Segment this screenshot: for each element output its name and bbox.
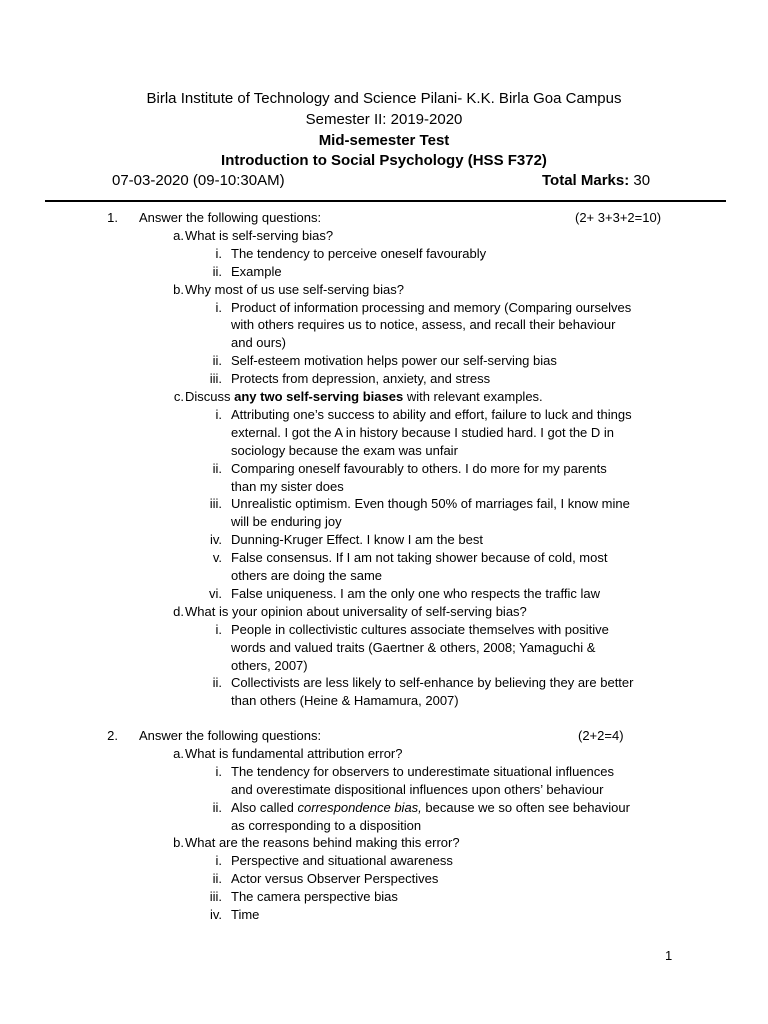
answer-line: with others requires us to notice, assess, and recall their behaviour: [231, 317, 616, 333]
answer-line: words and valued traits (Gaertner & others, 2008; Yamaguchi &: [231, 639, 596, 655]
answer-line: People in collectivistic cultures associate themselves with positive: [231, 621, 609, 637]
answer-line: as corresponding to a disposition: [231, 817, 422, 833]
answer-line: [231, 799, 630, 817]
subquestion-text: What is fundamental attribution error?: [185, 745, 403, 761]
answer-line: Attributing one’s success to ability and effort, failure to luck and things: [231, 406, 632, 422]
total-marks: [542, 172, 650, 189]
answer-emphasis: correspondence bias,: [297, 799, 422, 815]
course-title: Introduction to Social Psychology (HSS F372): [221, 152, 547, 169]
answer-numeral: iii.: [209, 889, 222, 905]
answer-numeral: ii.: [212, 871, 222, 887]
answer-numeral: ii.: [212, 263, 222, 279]
page-number: 1: [665, 948, 673, 963]
answer-numeral: ii.: [212, 353, 222, 369]
subquestion-label: a.: [173, 227, 184, 243]
header-divider: [45, 200, 726, 202]
answer-line: False uniqueness. I am the only one who respects the traffic law: [231, 585, 601, 601]
answer-line: Comparing oneself favourably to others. I do more for my parents: [231, 460, 607, 476]
test-name: Mid-semester Test: [318, 132, 450, 149]
answer-line: Unrealistic optimism. Even though 50% of marriages fail, I know mine: [231, 496, 630, 512]
total-marks-label: Total Marks:: [542, 172, 630, 189]
answer-line: Self-esteem motivation helps power our self-serving bias: [231, 353, 557, 369]
answer-text-part: because we so often see behaviour: [421, 799, 630, 815]
answer-line: Example: [231, 263, 282, 279]
question-number: 1.: [107, 210, 118, 225]
subquestion-text-part: Discuss: [185, 389, 235, 404]
answer-numeral: i.: [215, 299, 222, 315]
answer-line: than others (Heine & Hamamura, 2007): [231, 693, 459, 709]
subquestion-text: What is your opinion about universality of self-serving bias?: [185, 603, 527, 619]
answer-line: Perspective and situational awareness: [231, 853, 453, 869]
answer-line: Time: [231, 907, 260, 922]
answer-numeral: iii.: [209, 496, 222, 512]
subquestion-text: [185, 388, 543, 406]
semester-label: Semester II:: [305, 111, 387, 128]
subquestion-label: a.: [173, 745, 184, 761]
subquestion-text: What are the reasons behind making this error?: [185, 835, 460, 851]
answer-line: and overestimate dispositional influences upon others’ behaviour: [231, 781, 604, 797]
answer-numeral: v.: [212, 550, 222, 566]
answer-numeral: ii.: [212, 799, 222, 815]
question-marks: (2+ 3+3+2=10): [575, 210, 662, 225]
answer-line: False consensus. If I am not taking shower because of cold, most: [231, 550, 608, 566]
answer-numeral: vi.: [209, 585, 222, 601]
question-title: Answer the following questions:: [139, 728, 322, 743]
answer-numeral: iv.: [209, 532, 222, 548]
institute-name: Birla Institute of Technology and Science Pilani- K.K. Birla Goa Campus: [146, 90, 622, 107]
subquestion-text-part: with relevant examples.: [403, 389, 543, 404]
answer-numeral: i.: [215, 853, 222, 869]
answer-line: Actor versus Observer Perspectives: [231, 871, 439, 887]
answer-line: The tendency to perceive oneself favourably: [231, 245, 487, 261]
answer-line: Protects from depression, anxiety, and stress: [231, 371, 491, 387]
answer-line: others, 2007): [231, 657, 308, 673]
answer-line: The tendency for observers to underestimate situational influences: [231, 763, 614, 779]
answer-numeral: iv.: [209, 907, 222, 922]
semester-line: [0, 111, 768, 128]
answer-numeral: i.: [215, 245, 222, 261]
answer-line: The camera perspective bias: [231, 889, 398, 905]
answer-line: Collectivists are less likely to self-enhance by believing they are better: [231, 675, 634, 691]
answer-line: sociology because the exam was unfair: [231, 442, 458, 458]
question-number: 2.: [107, 728, 118, 743]
subquestion-text: What is self-serving bias?: [185, 227, 334, 243]
answer-line: Product of information processing and memory (Comparing ourselves: [231, 299, 632, 315]
answer-text-part: Also called: [231, 799, 298, 815]
subquestion-label: b.: [173, 835, 184, 851]
answer-line: Dunning-Kruger Effect. I know I am the best: [231, 532, 483, 548]
subquestion-label: d.: [173, 603, 184, 619]
answer-line: external. I got the A in history because I studied hard. I got the D in: [231, 424, 615, 440]
answer-numeral: ii.: [212, 460, 222, 476]
answer-numeral: iii.: [209, 371, 222, 387]
answer-line: than my sister does: [231, 478, 344, 494]
subquestion-label: c.: [173, 389, 184, 404]
answer-line: will be enduring joy: [231, 514, 342, 530]
answer-numeral: ii.: [212, 675, 222, 691]
answer-numeral: i.: [215, 763, 222, 779]
answer-numeral: i.: [215, 406, 222, 422]
answer-line: and ours): [231, 335, 286, 351]
subquestion-text: Why most of us use self-serving bias?: [185, 281, 404, 297]
question-title: Answer the following questions:: [139, 210, 322, 225]
answer-line: others are doing the same: [231, 568, 383, 583]
semester-value: 2019-2020: [390, 111, 463, 128]
subquestion-label: b.: [173, 281, 184, 297]
answer-numeral: i.: [215, 621, 222, 637]
question-marks: (2+2=4): [578, 728, 624, 743]
subquestion-emphasis: any two self-serving biases: [234, 389, 404, 404]
total-marks-value: 30: [633, 172, 651, 189]
exam-date: 07-03-2020 (09-10:30AM): [112, 172, 285, 189]
